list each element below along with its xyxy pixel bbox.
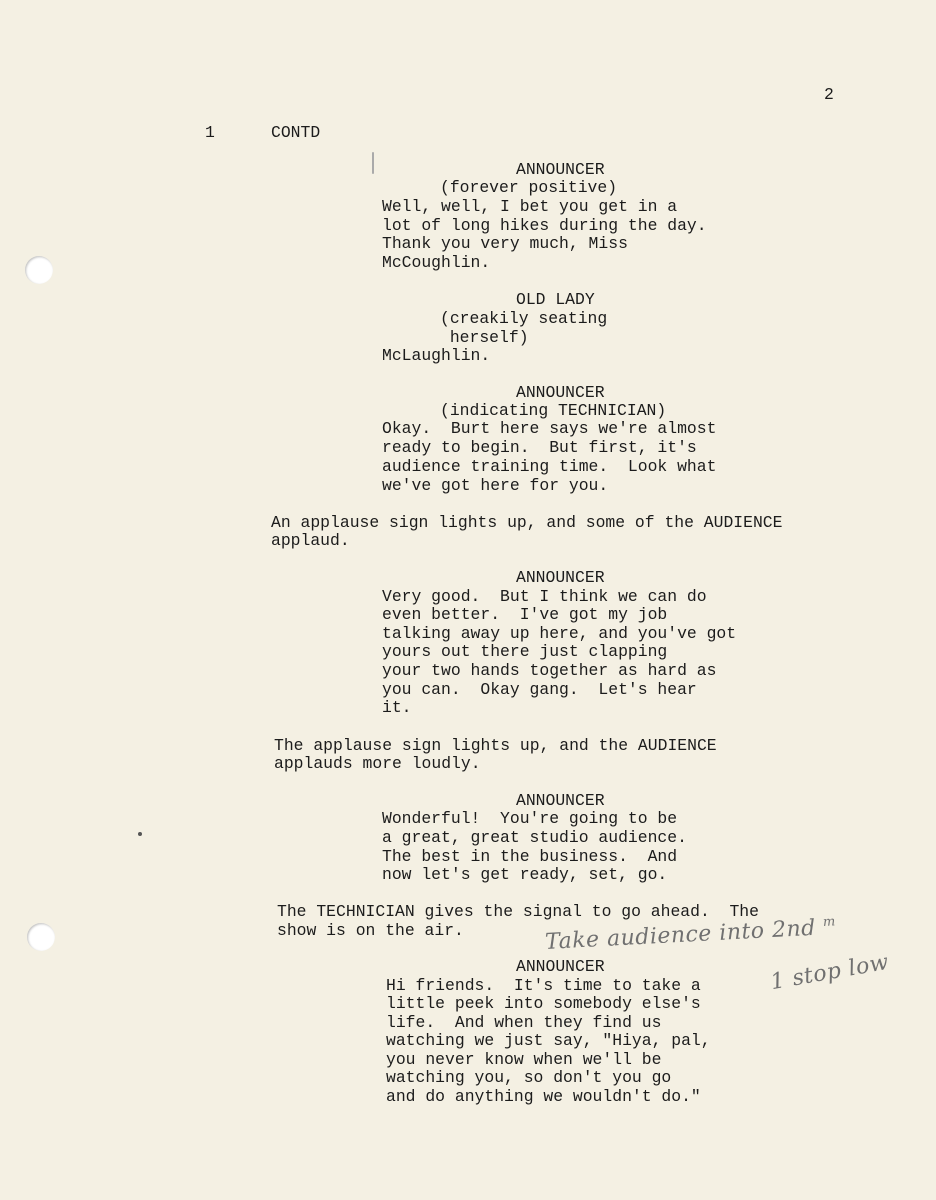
dialogue-line: it. <box>382 698 412 717</box>
dialogue-line: watching you, so don't you go <box>386 1068 672 1087</box>
dialogue-line: Hi friends. It's time to take a <box>386 976 701 995</box>
paper-speck <box>138 832 142 836</box>
character-name: ANNOUNCER <box>516 791 605 810</box>
dialogue-line: your two hands together as hard as <box>382 661 717 680</box>
dialogue-line: little peek into somebody else's <box>386 994 701 1013</box>
dialogue-line: life. And when they find us <box>386 1013 662 1032</box>
dialogue-line: Thank you very much, Miss <box>382 234 628 253</box>
dialogue-line: lot of long hikes during the day. <box>382 216 707 235</box>
character-name: ANNOUNCER <box>516 957 605 976</box>
action-line: An applause sign lights up, and some of the AUDIENCE <box>271 513 783 532</box>
character-name: ANNOUNCER <box>516 160 605 179</box>
scene-number: 1 <box>205 123 215 142</box>
dialogue-line: ready to begin. But first, it's <box>382 438 697 457</box>
dialogue-line: The best in the business. And <box>382 847 678 866</box>
dialogue-line: you never know when we'll be <box>386 1050 662 1069</box>
dialogue-line: watching we just say, "Hiya, pal, <box>386 1031 711 1050</box>
dialogue-line: Okay. Burt here says we're almost <box>382 419 717 438</box>
dialogue-line: you can. Okay gang. Let's hear <box>382 680 697 699</box>
dialogue-line: even better. I've got my job <box>382 605 668 624</box>
handwritten-note: 1 stop low <box>768 949 891 996</box>
dialogue-line: we've got here for you. <box>382 476 609 495</box>
action-line: applaud. <box>271 531 350 550</box>
binder-hole-bottom <box>27 923 55 951</box>
parenthetical: herself) <box>440 328 529 347</box>
character-name: ANNOUNCER <box>516 383 605 402</box>
dialogue-line: and do anything we wouldn't do." <box>386 1087 701 1106</box>
dialogue-line: now let's get ready, set, go. <box>382 865 668 884</box>
dialogue-line: audience training time. Look what <box>382 457 717 476</box>
character-name: OLD LADY <box>516 290 595 309</box>
dialogue-line: Very good. But I think we can do <box>382 587 707 606</box>
parenthetical: (forever positive) <box>440 178 618 197</box>
dialogue-line: McLaughlin. <box>382 346 491 365</box>
paper-mark <box>372 152 374 174</box>
character-name: ANNOUNCER <box>516 568 605 587</box>
action-line: The applause sign lights up, and the AUDIENCE <box>274 736 717 755</box>
page-number: 2 <box>824 85 834 104</box>
parenthetical: (creakily seating <box>440 309 608 328</box>
dialogue-line: McCoughlin. <box>382 253 491 272</box>
dialogue-line: Wonderful! You're going to be <box>382 809 678 828</box>
dialogue-line: yours out there just clapping <box>382 642 668 661</box>
scene-continued-label: CONTD <box>271 123 321 142</box>
dialogue-line: a great, great studio audience. <box>382 828 687 847</box>
action-line: The TECHNICIAN gives the signal to go ahead. The <box>277 902 759 921</box>
binder-hole-top <box>25 256 53 284</box>
dialogue-line: Well, well, I bet you get in a <box>382 197 678 216</box>
action-line: show is on the air. <box>277 921 464 940</box>
dialogue-line: talking away up here, and you've got <box>382 624 737 643</box>
action-line: applauds more loudly. <box>274 754 481 773</box>
handwritten-note: Take audience into 2nd $^m$ <box>544 914 837 955</box>
parenthetical: (indicating TECHNICIAN) <box>440 401 667 420</box>
